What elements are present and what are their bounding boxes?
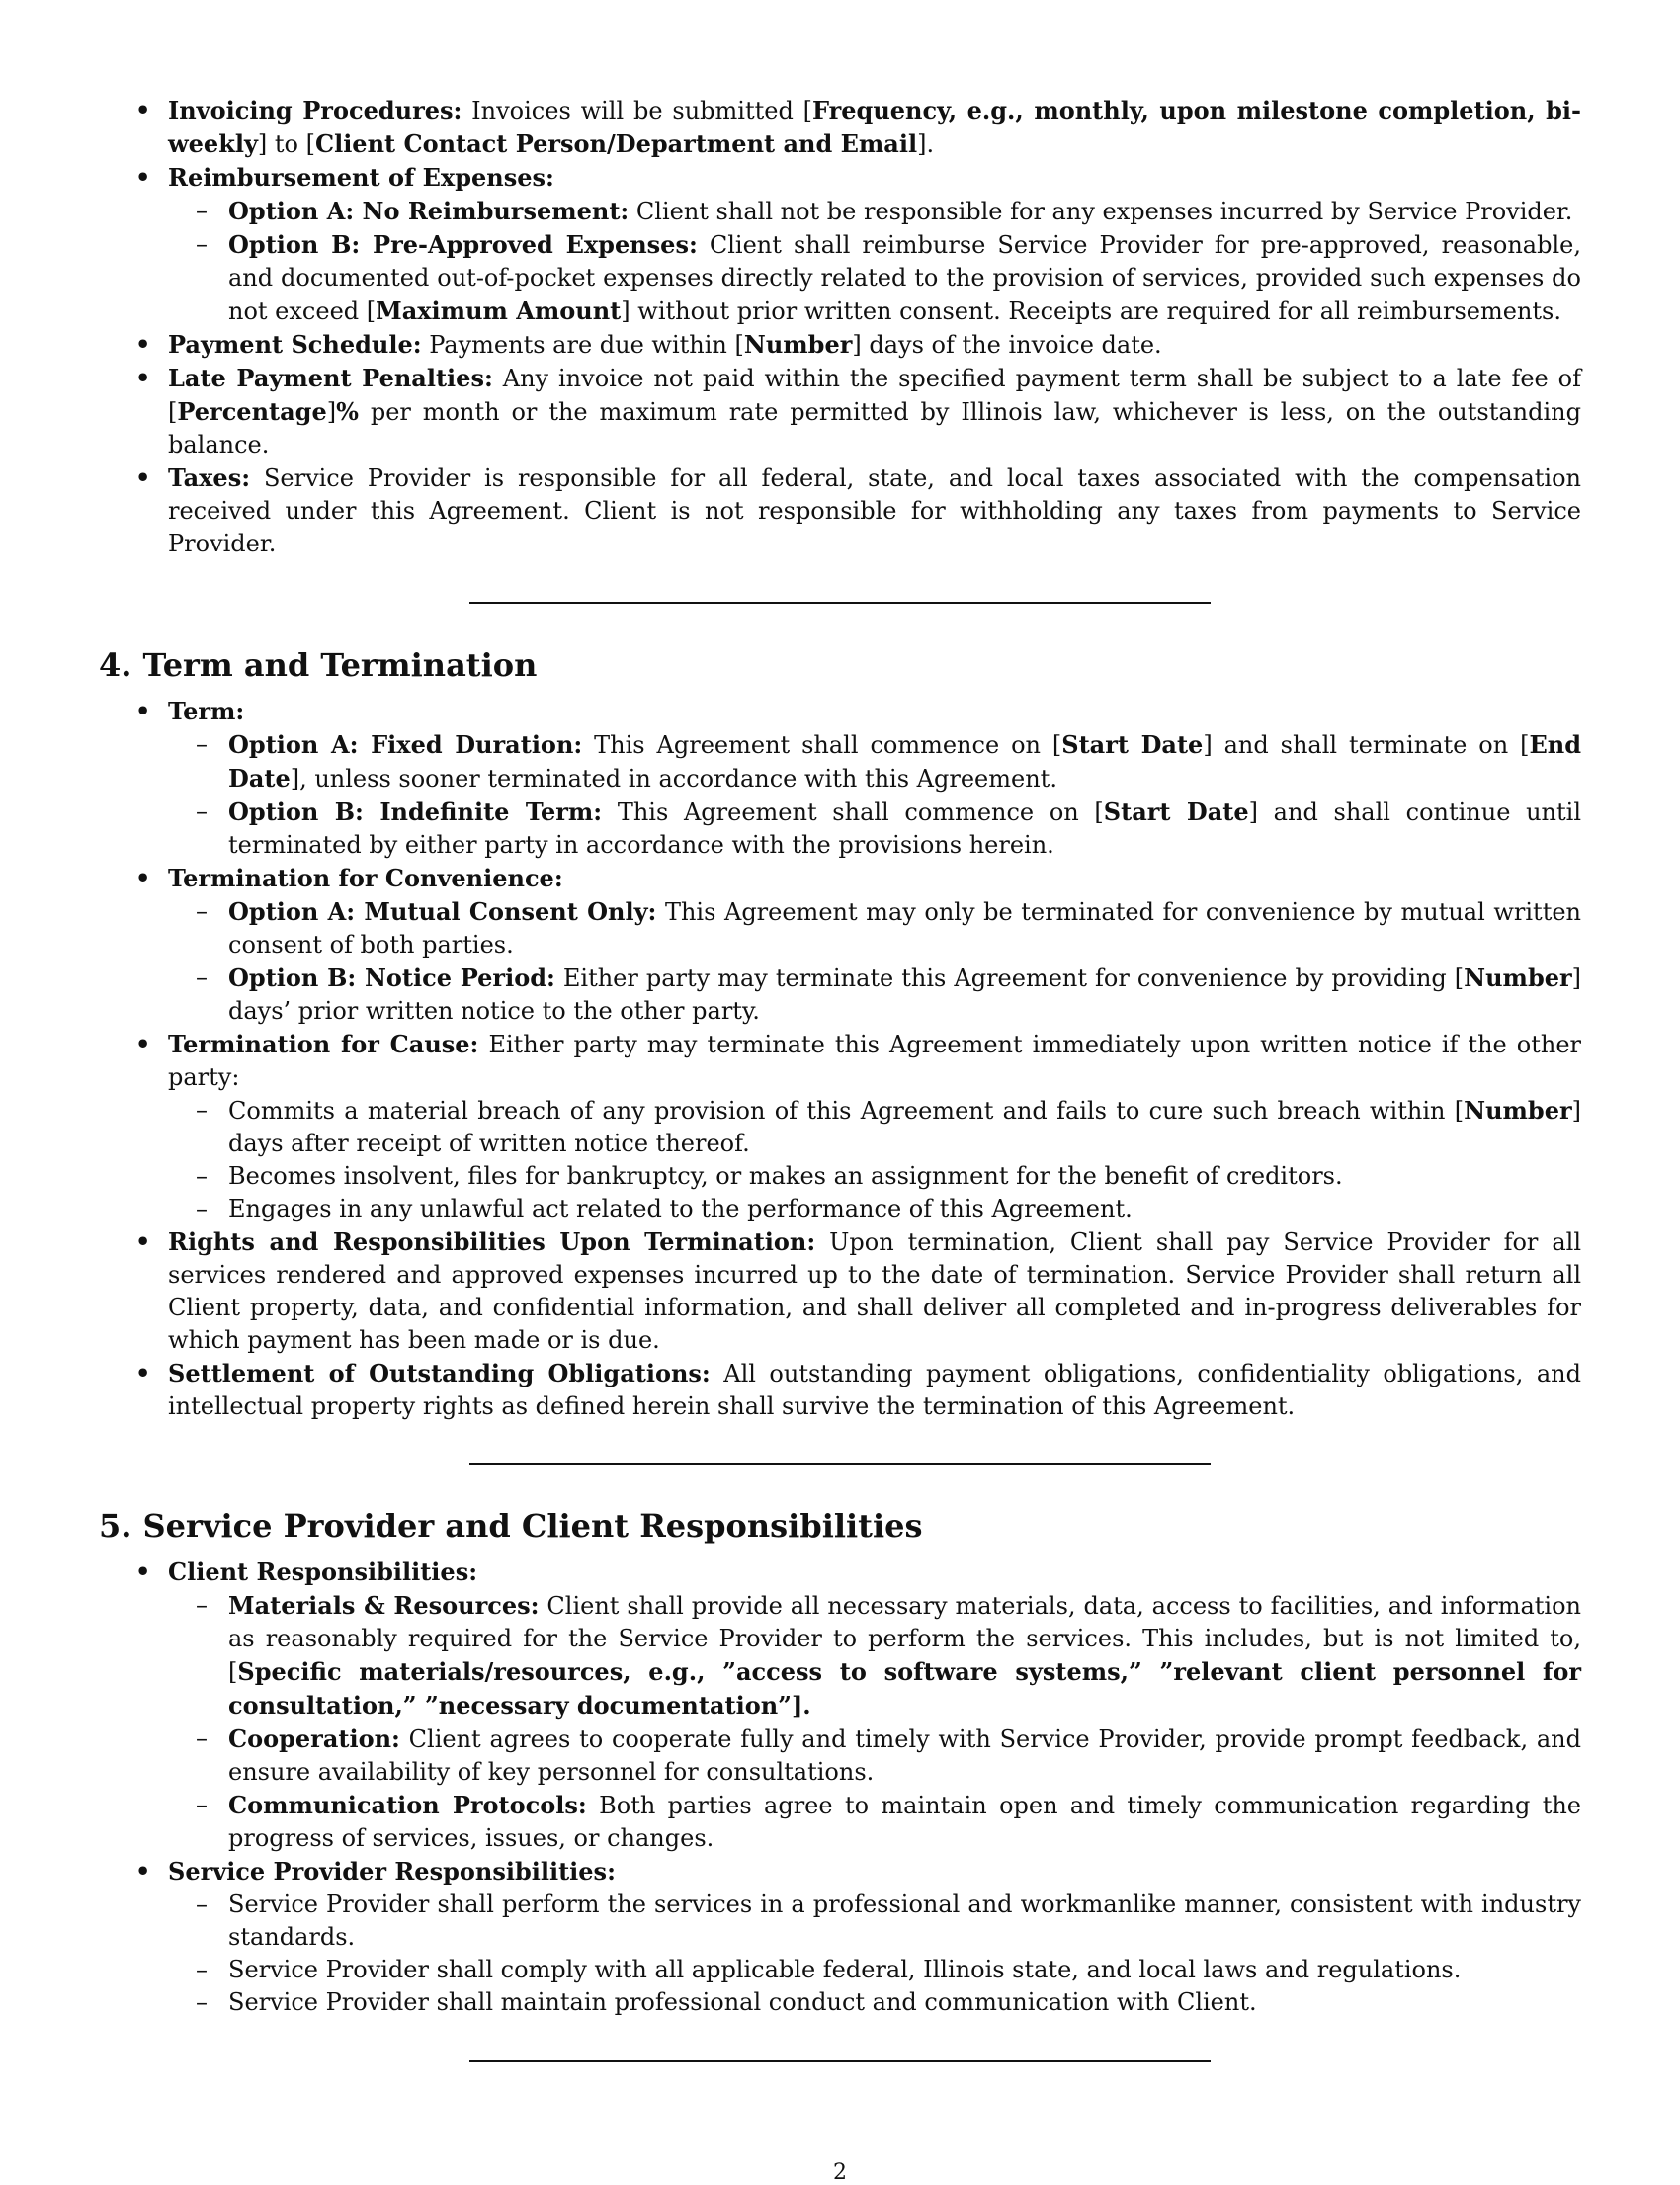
section-divider — [469, 2060, 1211, 2062]
section-divider — [469, 602, 1211, 604]
sub-list-item: – Option A: Mutual Consent Only: This Agreement may only be terminated for convenience by mutual written consent of both parties. — [168, 895, 1581, 962]
item-label: Late Payment Penalties: — [168, 364, 493, 392]
list-item — [99, 695, 1581, 862]
sub-list-item: – Service Provider shall comply with all applicable federal, Illinois state, and local laws and regulations. — [168, 1954, 1581, 1986]
item-label: Service Provider Responsibilities: — [168, 1857, 616, 1886]
sub-list-item: – Communication Protocols: Both parties agree to maintain open and timely communication regarding the progress of services, issues, or changes. — [168, 1789, 1581, 1855]
sub-list-item: – Cooperation: Client agrees to cooperate fully and timely with Service Provider, provide prompt feedback, and ensure availability of key personnel for consultations. — [168, 1723, 1581, 1789]
section-heading: 4. Term and Termination — [99, 646, 538, 684]
list-item — [99, 862, 1581, 1028]
list-item: • Taxes: Service Provider is responsible for all federal, state, and local taxes associated with the compensation received under this Agreement. Client is not responsible for withholding any taxes from payments to Service Provider. — [99, 462, 1581, 560]
sub-list — [168, 895, 1581, 1028]
sub-list — [168, 195, 1581, 328]
list-item: • Termination for Cause: Either party may terminate this Agreement immediately upon written notice if the other party: – Commits a material breach of any provision of this Agreement and fails to cure such breach within [Number] days after receipt of written notice thereof. – Becomes insolvent, files for bankruptcy, or makes an assignment for the benefit of creditors. – Engages in any unlawful act related to the performance of this Agreement. — [99, 1028, 1581, 1225]
section-heading: 5. Service Provider and Client Responsibilities — [99, 1507, 923, 1545]
list-item — [99, 161, 1581, 328]
sub-list-item: – Becomes insolvent, files for bankruptcy, or makes an assignment for the benefit of creditors. — [168, 1160, 1581, 1193]
list-item: • Late Payment Penalties: Any invoice not paid within the specified payment term shall be subject to a late fee of [Percentage]% per month or the maximum rate permitted by Illinois law, whichever is less, on the outstanding balance. — [99, 362, 1581, 462]
item-label: Termination for Convenience: — [168, 864, 563, 892]
sub-list-item: – Service Provider shall perform the services in a professional and workmanlike manner, consistent with industry standards. — [168, 1889, 1581, 1954]
item-label: Reimbursement of Expenses: — [168, 163, 554, 192]
sub-list-item: – Engages in any unlawful act related to the performance of this Agreement. — [168, 1193, 1581, 1225]
sub-list-item: – Commits a material breach of any provision of this Agreement and fails to cure such breach within [Number] days after receipt of written notice thereof. — [168, 1094, 1581, 1160]
list-item — [99, 1555, 1581, 1855]
sub-list-item: – Option B: Indefinite Term: This Agreement shall commence on [Start Date] and shall continue until terminated by either party in accordance with the provisions herein. — [168, 796, 1581, 862]
sub-list — [168, 1589, 1581, 1855]
sub-list-item: – Materials & Resources: Client shall provide all necessary materials, data, access to facilities, and information as reasonably required for the Service Provider to perform the services. This includes, but is not limited to, [Specific materials/resources, e.g., ”access to software systems,” ”relevant client personnel for consultation,” ”necessary documentation”]. — [168, 1589, 1581, 1723]
list-item: • Rights and Responsibilities Upon Termination: Upon termination, Client shall pay Service Provider for all services rendered and approved expenses incurred up to the date of termination. Service Provider shall return all Client property, data, and confidential information, and shall deliver all completed and in-progress deliverables for which payment has been made or is due. — [99, 1225, 1581, 1357]
item-label: Invoicing Procedures: — [168, 96, 462, 125]
term-list — [99, 695, 1581, 1423]
list-item: • Payment Schedule: Payments are due within [Number] days of the invoice date. — [99, 328, 1581, 362]
sub-list — [168, 1889, 1581, 2019]
sub-list-item: – Option A: No Reimbursement: Client shall not be responsible for any expenses incurred by Service Provider. — [168, 195, 1581, 228]
list-item: • Settlement of Outstanding Obligations: All outstanding payment obligations, confidentiality obligations, and intellectual property rights as defined herein shall survive the termination of this Agreement. — [99, 1357, 1581, 1423]
item-label: Termination for Cause: — [168, 1030, 479, 1058]
item-label: Term: — [168, 697, 245, 725]
item-label: Settlement of Outstanding Obligations: — [168, 1359, 711, 1387]
item-label: Rights and Responsibilities Upon Termination: — [168, 1227, 816, 1256]
sub-list-item: – Option B: Pre-Approved Expenses: Client shall reimburse Service Provider for pre-approved, reasonable, and documented out-of-pocket expenses directly related to the provision of services, provided such expenses do not exceed [Maximum Amount] without prior written consent. Receipts are required for all reimbursements. — [168, 228, 1581, 328]
sub-list-item: – Option B: Notice Period: Either party may terminate this Agreement for convenience by providing [Number] days’ prior written notice to the other party. — [168, 962, 1581, 1028]
section-divider — [469, 1463, 1211, 1465]
item-label: Payment Schedule: — [168, 330, 422, 359]
sub-list-item: – Service Provider shall maintain professional conduct and communication with Client. — [168, 1986, 1581, 2019]
document-page — [99, 94, 1581, 2062]
responsibilities-list — [99, 1555, 1581, 2019]
list-item — [99, 1855, 1581, 2019]
payment-terms-list — [99, 94, 1581, 560]
item-label: Taxes: — [168, 463, 251, 492]
sub-list-item: – Option A: Fixed Duration: This Agreement shall commence on [Start Date] and shall terminate on [End Date], unless sooner terminated in accordance with this Agreement. — [168, 728, 1581, 796]
item-label: Client Responsibilities: — [168, 1557, 478, 1586]
page-number: 2 — [833, 2160, 847, 2185]
sub-list — [168, 1094, 1581, 1225]
list-item: • Invoicing Procedures: Invoices will be submitted [Frequency, e.g., monthly, upon milestone completion, bi-weekly] to [Client Contact Person/Department and Email]. — [99, 94, 1581, 161]
sub-list — [168, 728, 1581, 862]
